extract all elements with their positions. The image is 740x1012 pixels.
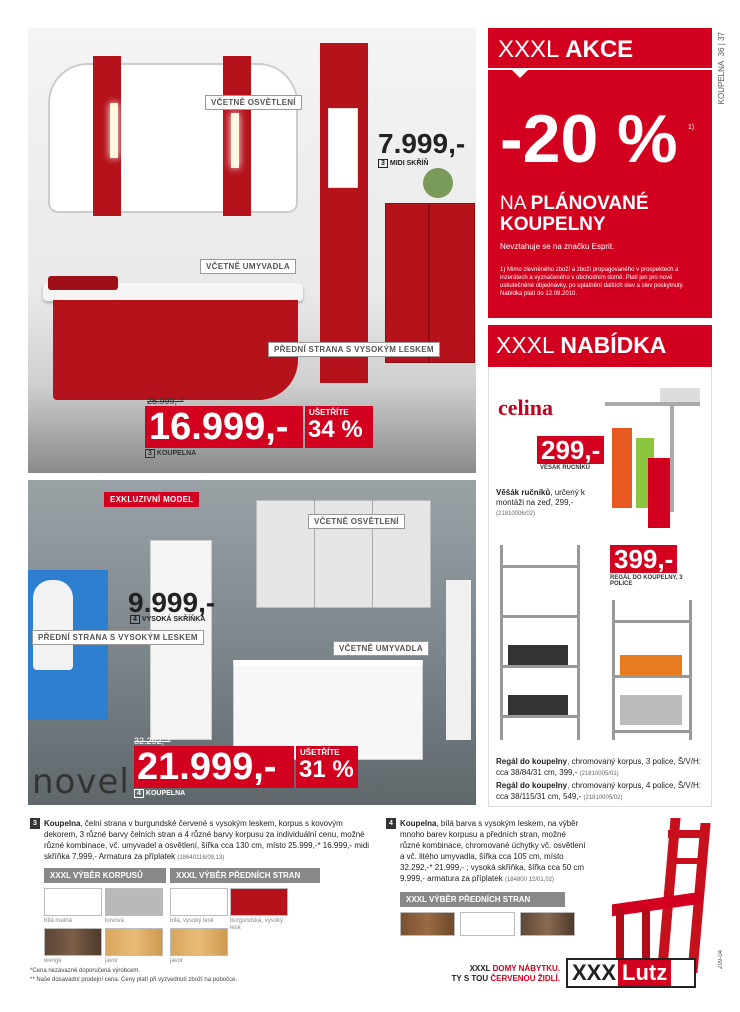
footer-slogan: XXXL DOMY NÁBYTKU. TY S TOU ČERVENOU ŽIDLÍ. <box>451 964 560 983</box>
bottom-save-pct: 31 % <box>299 756 354 783</box>
desc-4-num: 4 <box>386 818 396 829</box>
mirror-cabinet <box>48 63 298 213</box>
akce-note: Nevztahuje se na značku Esprit. <box>500 242 615 251</box>
midi-price: 7.999,- <box>378 128 466 159</box>
bottom-tag-basin: VČETNĚ UMYVADLA <box>333 641 429 656</box>
hanger-desc: Věšák ručníků, určený k montáži na zeď, 299,- (21810006/02) <box>496 488 585 517</box>
top-old-price: 25.999,-* <box>147 396 184 406</box>
desc-4-text: 4 Koupelna, bílá barva s vysokým leskem, na výběr mnoho barev korpusu a předních stran, možné různé kombinace, chromované úchytky vč. osvětlení a vč. litého umyvadla, šířka cca 105 cm, místo 32.292,-* 21.999,- ; vysoká skříňka, šířka cca 50 cm 9.999,- armatura za příplatek (184800 12/01,02) <box>386 818 586 886</box>
bottom-vanity <box>233 660 423 760</box>
top-save-box <box>305 406 373 448</box>
page-number: KOUPELNA 36 | 37 <box>717 32 726 105</box>
top-tag-front: PŘEDNÍ STRANA S VYSOKÝM LESKEM <box>268 342 440 357</box>
front-header-3: XXXL VÝBĚR PŘEDNÍCH STRAN <box>170 868 320 883</box>
bottom-save-label: UŠETŘÍTE <box>300 748 340 757</box>
vanity-unit <box>53 300 298 400</box>
swatch-white[interactable] <box>460 912 515 936</box>
swatch-metal[interactable] <box>105 888 163 916</box>
page-code: Z09-04 <box>718 950 724 970</box>
akce-footnote-mark: 1) <box>688 124 695 131</box>
desc-3-text: 3 Koupelna, čelní strana v burgundské červené s vysokým leskem, korpus s kovovým dekorem, 3 různé barvy čelních stran a 4 různé barvy korpusu za individuální cenu, možné různé kombinace, vč. umyvadel a osvětlení, šířka cca 130 cm, místo 25.999,-* 16.999,- midi skříňka 7.999,- Armatura za příplatek (18640116/09,13) <box>30 818 375 864</box>
akce-discount: -20 % <box>500 101 678 177</box>
swatch-white-matte[interactable] <box>44 888 102 916</box>
shelf-4-image <box>612 600 692 745</box>
shelf-desc: Regál do koupelny, chromovaný korpus, 3 police, Š/V/H: cca 38/84/31 cm, 399,- (21810005/01) Regál do koupelny, chromovaný korpus, 4 police, Š/V/H: cca 38/115/31 cm, 549,- (21810005/02) <box>496 757 701 801</box>
akce-panel <box>488 28 712 318</box>
shelf-3-image <box>500 545 580 745</box>
shelf-price: 399,- <box>610 545 677 573</box>
top-main-price: 16.999,- <box>145 406 303 448</box>
bottom-old-price: 32.292,-* <box>134 736 171 746</box>
bottom-main-price: 21.999,- <box>134 746 294 788</box>
tall-price: 9.999,- <box>128 587 216 618</box>
top-set-num: 3 <box>145 449 155 458</box>
korpus-header: XXXL VÝBĚR KORPUSŮ <box>44 868 166 883</box>
swatch-burgundy[interactable] <box>230 888 288 916</box>
desc-3-num: 3 <box>30 818 40 829</box>
towel-rack-image <box>600 388 705 528</box>
nabidka-title: XXXL NABÍDKA <box>496 332 667 358</box>
swatch-dark-wood[interactable] <box>520 912 575 936</box>
tall-cabinet <box>320 43 368 383</box>
bottom-tag-front: PŘEDNÍ STRANA S VYSOKÝM LESKEM <box>32 630 204 645</box>
top-save-pct: 34 % <box>308 416 363 443</box>
top-tag-basin: VČETNĚ UMYVADLA <box>200 259 296 274</box>
tall-label: 4 VYSOKÁ SKŘÍŇKA <box>130 616 205 623</box>
swatch-label-front-maple: javor <box>170 958 184 964</box>
hanger-price: 299,- <box>537 436 604 464</box>
top-save-label: UŠETŘÍTE <box>309 408 349 417</box>
midi-label: 3 MIDI SKŘÍŇ <box>378 160 428 167</box>
swatch-maple[interactable] <box>105 928 163 956</box>
hanger-label: VĚŠÁK RUČNÍKŮ <box>540 465 591 471</box>
desc-3 <box>30 818 375 864</box>
swatch-label-white-matte: bílá matná <box>44 918 73 924</box>
swatch-walnut[interactable] <box>400 912 455 936</box>
footnote-a: *Cena nezávazně doporučená výrobcem. <box>30 968 141 974</box>
swatch-front-maple[interactable] <box>170 928 228 956</box>
desc-4 <box>386 818 586 886</box>
swatch-label-metal: kovová <box>105 918 125 924</box>
front-header-4: XXXL VÝBĚR PŘEDNÍCH STRAN <box>400 892 565 907</box>
swatch-label-white-gloss: bílá, vysoký lesk <box>170 918 214 924</box>
bottom-save-box <box>296 746 358 788</box>
midi-cabinet <box>385 203 475 363</box>
bottom-set-num: 4 <box>134 789 144 798</box>
swatch-label-maple: javor <box>105 958 119 964</box>
swatch-label-wenge: wenge <box>44 958 62 964</box>
midi-num: 3 <box>378 159 388 168</box>
bottom-set-label: 4 KOUPELNA <box>134 790 185 797</box>
swatch-label-burgundy: burgundská, vysoký lesk <box>230 918 284 931</box>
bottom-tag-exclusive: EXKLUZIVNÍ MODEL <box>104 492 199 507</box>
top-tag-lighting: VČETNĚ OSVĚTLENÍ <box>205 95 302 110</box>
swatch-wenge[interactable] <box>44 928 102 956</box>
top-set-label: 3 KOUPELNA <box>145 450 196 457</box>
tall-num: 4 <box>130 615 140 624</box>
akce-title: XXXL AKCE <box>498 36 634 63</box>
bottom-tag-lighting: VČETNĚ OSVĚTLENÍ <box>308 514 405 529</box>
nabidka-header <box>488 325 712 367</box>
akce-fine-print: 1) Mimo zlevněného zboží a zboží propagovaného v prospektech a inzerátech a vyznačeného v obchodním domě. Platí jen pro nové uskutečněné objednávky, po uplatnění dalších slev a slev poskytnutý. Nabídka platí do 12.09.2010. <box>500 267 685 297</box>
xxxlutz-logo: XXX Lutz <box>566 958 696 988</box>
shelf-label: REGÁL DO KOUPELNY, 3 POLICE <box>610 575 683 587</box>
akce-headline: NA PLÁNOVANÉ KOUPELNY <box>500 193 649 235</box>
page-side-label <box>714 28 736 138</box>
swatch-white-gloss[interactable] <box>170 888 228 916</box>
celina-logo: celina <box>498 395 553 420</box>
novel-logo: novel <box>32 762 130 802</box>
footnote-b: ** Naše dosavadní prodejní cena. Ceny platí při vyzvednutí zboží na pobočce. <box>30 977 238 983</box>
